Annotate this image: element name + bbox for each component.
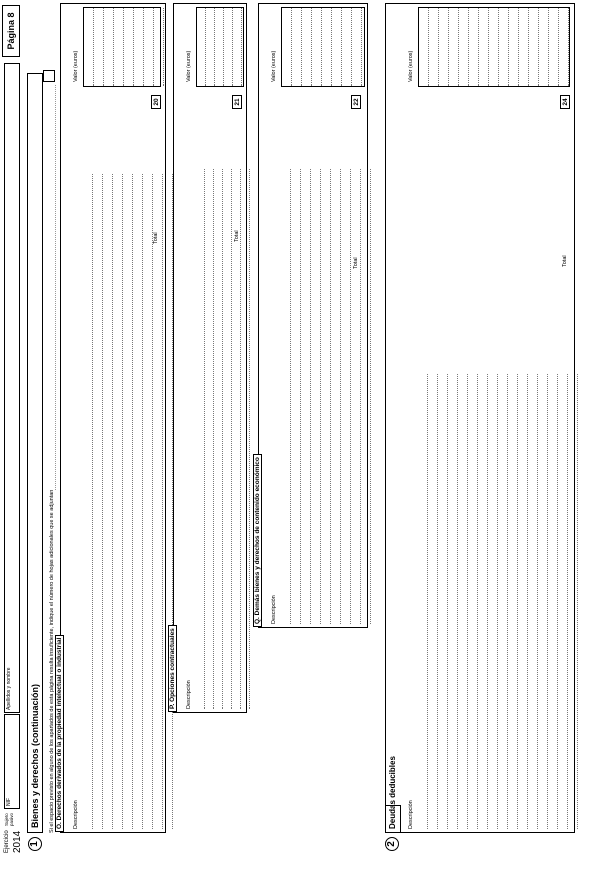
note-leader xyxy=(55,85,56,490)
nif-label: NIF xyxy=(6,797,12,806)
page-number: Página 8 xyxy=(2,5,20,57)
section2-value-label: Valor (euros) xyxy=(408,50,414,82)
block-o-desc-label: Descripción xyxy=(73,800,79,829)
block-q-desc-area[interactable] xyxy=(281,169,365,624)
section2-title: Deudas deducibles xyxy=(388,756,397,829)
block-q-desc-label: Descripción xyxy=(271,595,277,624)
block-q-total-label: Total xyxy=(353,257,359,269)
block-o-box-number: 20 xyxy=(151,95,161,109)
section2-header-bar xyxy=(385,756,401,833)
section2-box-number: 24 xyxy=(560,95,570,109)
sujeto-pasivo-label: Sujeto pasivo xyxy=(4,812,14,826)
block-p-value-area[interactable] xyxy=(196,7,244,87)
nif-field[interactable] xyxy=(4,714,20,809)
section1-number: 1 xyxy=(28,837,42,851)
apellidos-label: Apellidos y nombre xyxy=(6,667,12,710)
section2-number: 2 xyxy=(385,837,399,851)
block-p-title: P. Opciones contractuales xyxy=(168,625,177,712)
block-p xyxy=(169,3,247,713)
block-q-value-area[interactable] xyxy=(281,7,365,87)
block-p-box-number: 21 xyxy=(232,95,242,109)
section2-total-label: Total xyxy=(562,255,568,267)
block-p-desc-label: Descripción xyxy=(186,680,192,709)
block-o-value-label: Valor (euros) xyxy=(73,50,79,82)
block-o-total-label: Total xyxy=(153,232,159,244)
block-o xyxy=(56,3,166,833)
block-o-value-area[interactable] xyxy=(83,7,161,87)
section2-block xyxy=(385,3,575,833)
block-q-title: Q. Demás bienes y derechos de contenido económico xyxy=(253,454,262,627)
ejercicio-label: Ejercicio xyxy=(4,830,10,853)
section2-value-area[interactable] xyxy=(418,7,570,87)
block-p-total-label: Total xyxy=(234,230,240,242)
ejercicio-value: 2014 xyxy=(12,830,23,853)
hojas-adicionales-checkbox[interactable] xyxy=(43,70,55,82)
block-p-value-label: Valor (euros) xyxy=(186,50,192,82)
block-p-desc-area[interactable] xyxy=(196,169,246,709)
section2-desc-label: Descripción xyxy=(408,800,414,829)
section2-desc-area[interactable] xyxy=(418,374,572,829)
section1-title: Bienes y derechos (continuación) xyxy=(30,683,40,828)
block-o-desc-area[interactable] xyxy=(83,174,163,829)
block-q-value-label: Valor (euros) xyxy=(271,50,277,82)
section1-header-bar xyxy=(27,73,43,833)
section1-note: Si el espacio previsto en alguno de los apartados de esta página resulta insuficiente, indique el número de hojas adicionales que se adjuntan xyxy=(49,489,55,833)
block-o-title: O. Derechos derivados de la propiedad intelectual o industrial xyxy=(55,635,64,832)
block-q xyxy=(254,3,368,628)
apellidos-field[interactable] xyxy=(4,63,20,713)
block-q-box-number: 22 xyxy=(351,95,361,109)
